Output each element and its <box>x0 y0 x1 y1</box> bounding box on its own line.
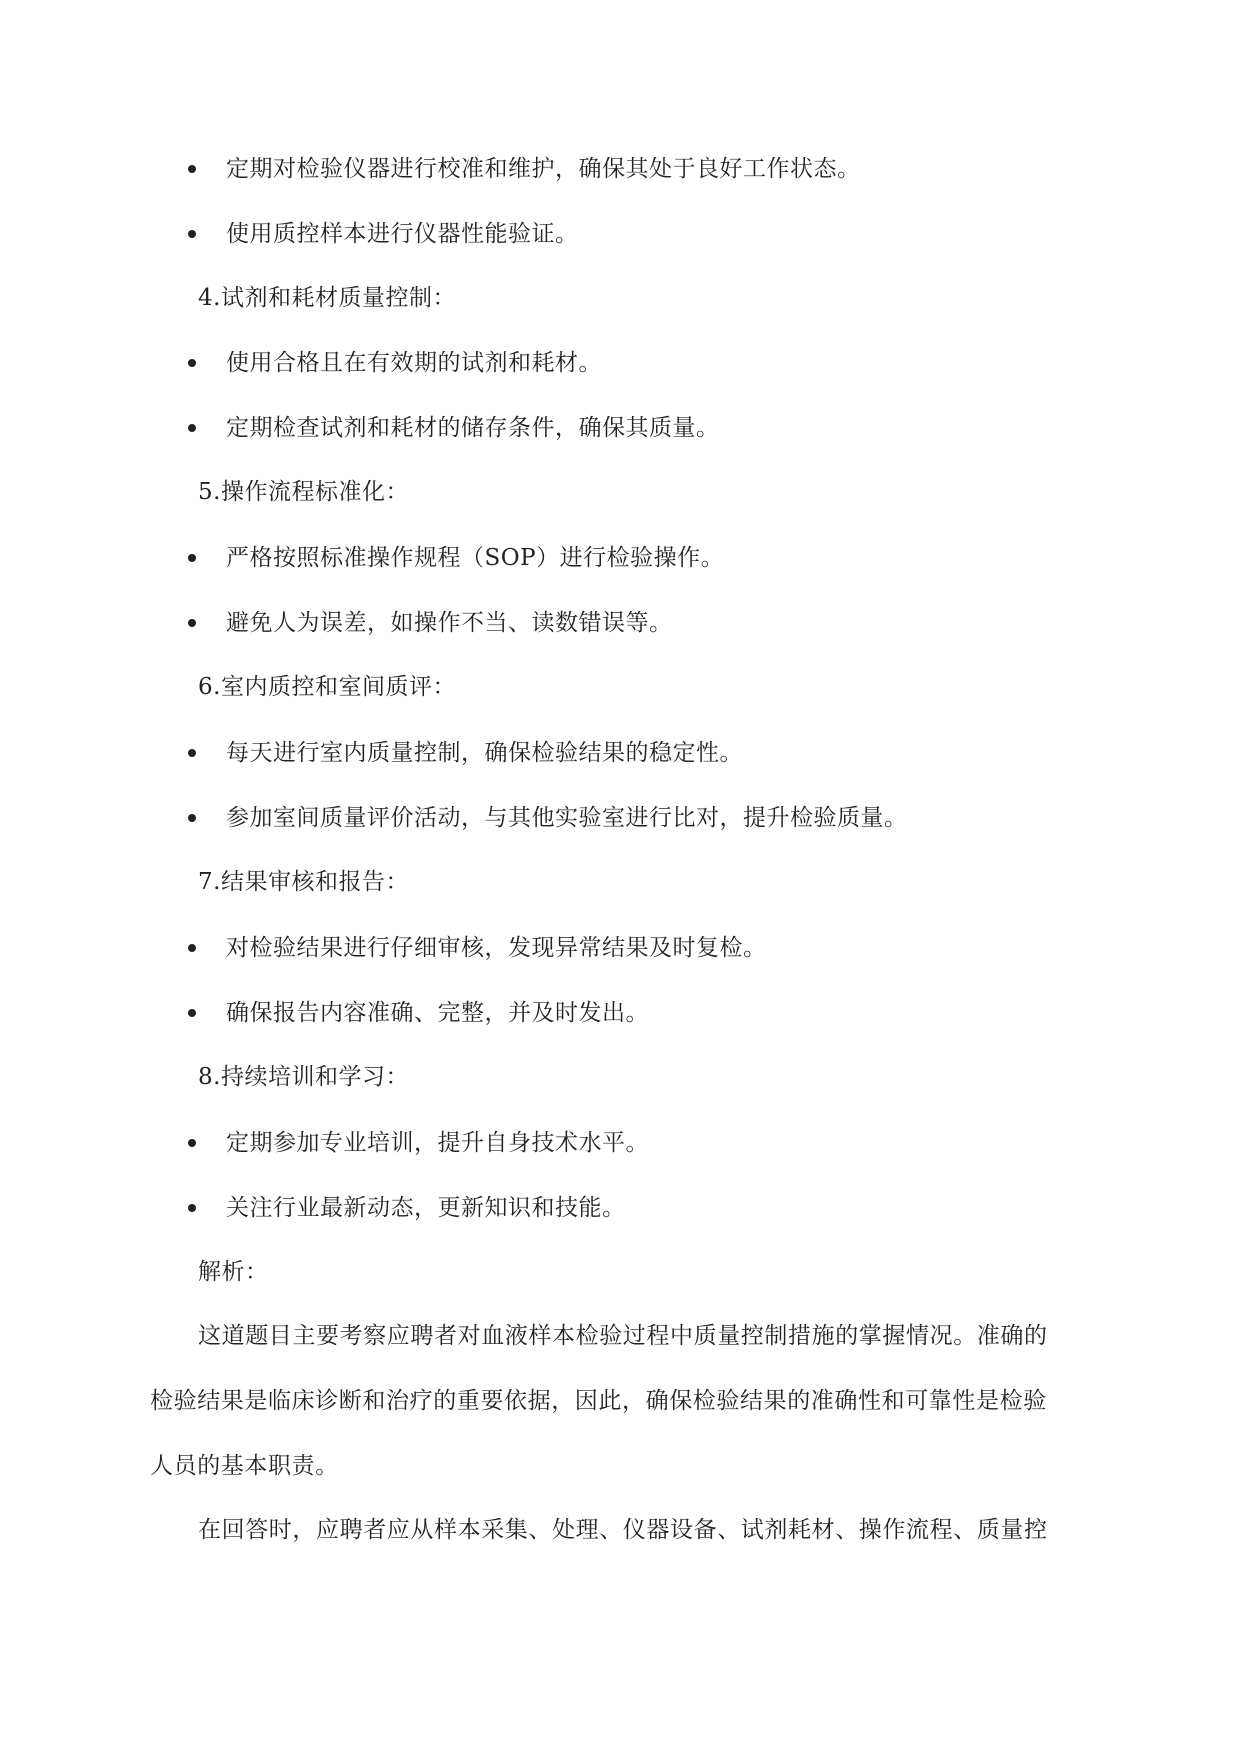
section-heading: 6.室内质控和室间质评： <box>198 674 456 700</box>
bullet-text: 使用合格且在有效期的试剂和耗材。 <box>226 350 602 376</box>
bullet-dot <box>188 814 196 822</box>
bullet-dot <box>188 424 196 432</box>
bullet-text: 定期对检验仪器进行校准和维护，确保其处于良好工作状态。 <box>226 156 861 182</box>
bullet-dot <box>188 1009 196 1017</box>
bullet-dot <box>188 554 196 562</box>
bullet-text: 参加室间质量评价活动，与其他实验室进行比对，提升检验质量。 <box>226 805 908 831</box>
bullet-text: 严格按照标准操作规程（SOP）进行检验操作。 <box>226 545 725 571</box>
bullet-text: 确保报告内容准确、完整，并及时发出。 <box>226 1000 649 1026</box>
paragraph-line: 这道题目主要考察应聘者对血液样本检验过程中质量控制措施的掌握情况。准确的 <box>198 1323 1048 1349</box>
section-heading: 4.试剂和耗材质量控制： <box>198 285 456 311</box>
bullet-text: 每天进行室内质量控制，确保检验结果的稳定性。 <box>226 740 743 766</box>
section-heading: 8.持续培训和学习： <box>198 1064 409 1090</box>
bullet-dot <box>188 619 196 627</box>
paragraph-line: 在回答时，应聘者应从样本采集、处理、仪器设备、试剂耗材、操作流程、质量控 <box>198 1517 1048 1543</box>
bullet-dot <box>188 944 196 952</box>
bullet-dot <box>188 749 196 757</box>
section-heading: 5.操作流程标准化： <box>198 479 409 505</box>
bullet-text: 避免人为误差，如操作不当、读数错误等。 <box>226 610 673 636</box>
bullet-dot <box>188 1139 196 1147</box>
paragraph-line: 检验结果是临床诊断和治疗的重要依据，因此，确保检验结果的准确性和可靠性是检验 <box>150 1388 1047 1414</box>
bullet-text: 定期检查试剂和耗材的储存条件，确保其质量。 <box>226 415 720 441</box>
bullet-text: 关注行业最新动态，更新知识和技能。 <box>226 1195 626 1221</box>
bullet-dot <box>188 230 196 238</box>
bullet-dot <box>188 165 196 173</box>
bullet-dot <box>188 1204 196 1212</box>
bullet-text: 对检验结果进行仔细审核，发现异常结果及时复检。 <box>226 935 767 961</box>
bullet-text: 使用质控样本进行仪器性能验证。 <box>226 221 579 247</box>
bullet-dot <box>188 359 196 367</box>
analysis-heading: 解析： <box>198 1259 269 1285</box>
section-heading: 7.结果审核和报告： <box>198 869 409 895</box>
bullet-text: 定期参加专业培训，提升自身技术水平。 <box>226 1130 649 1156</box>
paragraph-line: 人员的基本职责。 <box>150 1453 339 1479</box>
